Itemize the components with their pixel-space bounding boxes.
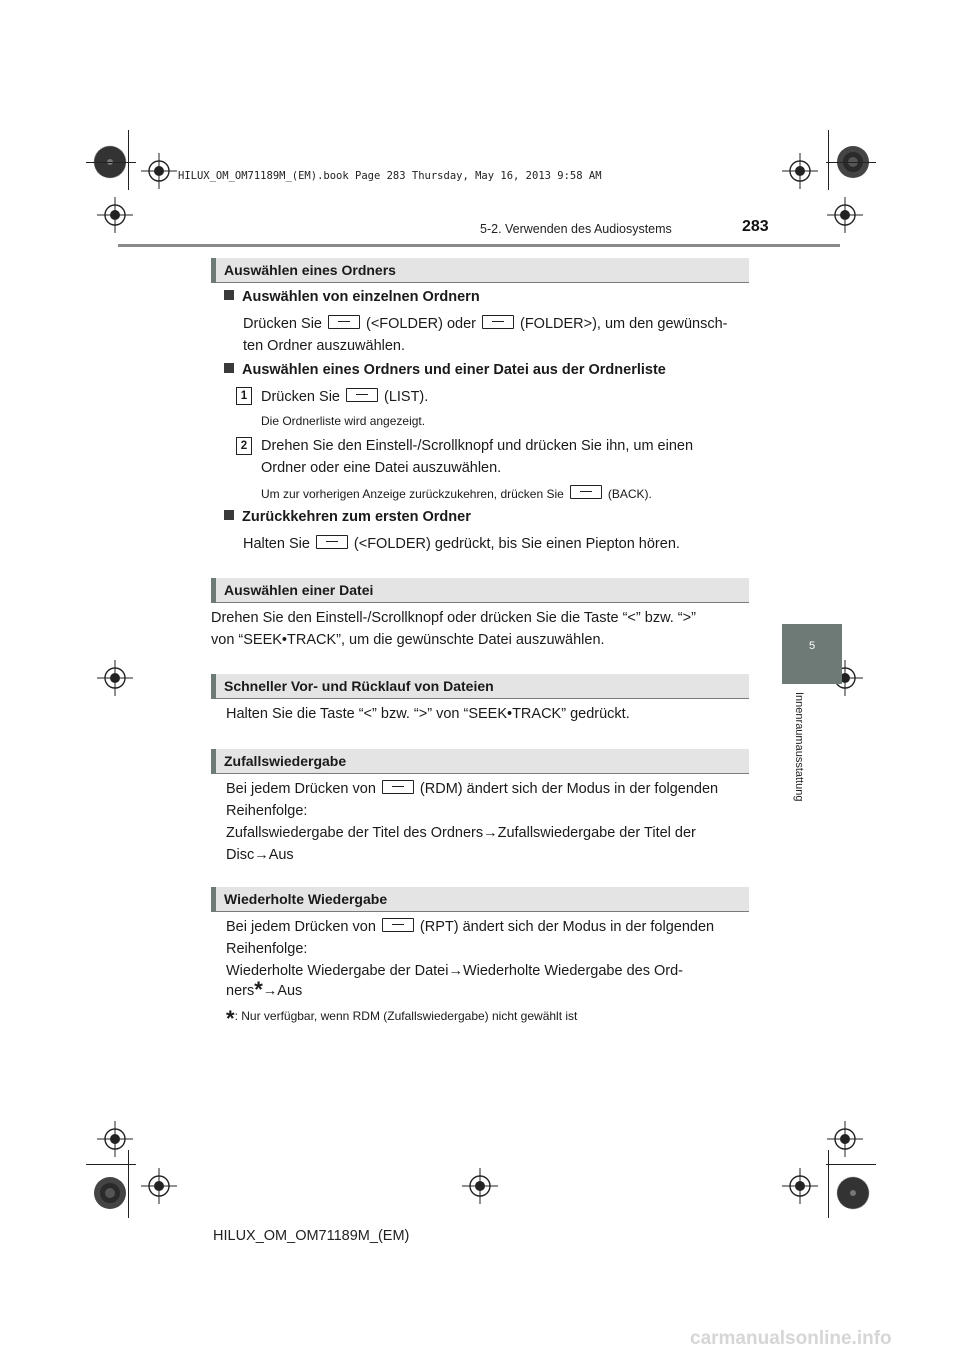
paragraph-line: Halten Sie die Taste “<” bzw. “>” von “SEEK•TRACK” gedrückt. xyxy=(226,706,630,722)
paragraph-line: Halten Sie (<FOLDER) gedrückt, bis Sie einen Piepton hören. xyxy=(243,536,680,552)
paragraph-line: Zufallswiedergabe der Titel des Ordners→Zufallswiedergabe der Titel der xyxy=(226,825,696,841)
color-rosette-icon xyxy=(836,1176,870,1210)
footnote: *: Nur verfügbar, wenn RDM (Zufallswiedergabe) nicht gewählt ist xyxy=(226,1006,578,1031)
chapter-tab-number: 5 xyxy=(808,640,816,652)
color-rosette-icon xyxy=(93,1176,127,1210)
trim-line xyxy=(86,162,136,163)
square-bullet-icon xyxy=(224,510,234,520)
registration-mark-icon xyxy=(827,197,863,233)
chapter-tab-label: Innenraumausstattung xyxy=(793,692,805,802)
registration-mark-icon xyxy=(782,1168,818,1204)
subheading-folder-list: Auswählen eines Ordners und einer Datei aus der Ordnerliste xyxy=(224,362,666,378)
page-number: 283 xyxy=(742,218,769,235)
section-title: Wiederholte Wiedergabe xyxy=(224,891,388,907)
trim-line xyxy=(826,162,876,163)
trim-line xyxy=(128,130,129,190)
trim-line xyxy=(128,1150,129,1218)
subheading-single-folder: Auswählen von einzelnen Ordnern xyxy=(224,289,480,305)
step-note: Die Ordnerliste wird angezeigt. xyxy=(261,414,426,428)
paragraph-line: ten Ordner auszuwählen. xyxy=(243,338,406,354)
section-heading-repeat xyxy=(211,887,749,912)
chapter-tab xyxy=(782,624,842,684)
step-note: Um zur vorherigen Anzeige zurückzukehren, drücken Sie (BACK). xyxy=(261,487,652,501)
section-title: Schneller Vor- und Rücklauf von Dateien xyxy=(224,678,494,694)
registration-mark-icon xyxy=(141,1168,177,1204)
square-bullet-icon xyxy=(224,290,234,300)
paragraph-line: ners*→Aus xyxy=(226,977,303,1002)
paragraph-line: Drehen Sie den Einstell-/Scrollknopf oder drücken Sie die Taste “<” bzw. “>” xyxy=(211,610,696,626)
button-symbol-icon xyxy=(346,388,378,402)
paragraph-line: Disc→Aus xyxy=(226,847,294,863)
section-title: Auswählen einer Datei xyxy=(224,582,374,598)
header-rule xyxy=(118,244,840,247)
site-watermark: carmanualsonline.info xyxy=(690,1328,892,1349)
step-text: Ordner oder eine Datei auszuwählen. xyxy=(261,460,502,476)
book-info-line: HILUX_OM_OM71189M_(EM).book Page 283 Thursday, May 16, 2013 9:58 AM xyxy=(178,170,602,182)
paragraph-line: Wiederholte Wiedergabe der Datei→Wiederholte Wiedergabe des Ord- xyxy=(226,963,683,979)
section-title: Auswählen eines Ordners xyxy=(224,262,396,278)
paragraph-line: Bei jedem Drücken von (RPT) ändert sich der Modus in der folgenden xyxy=(226,919,715,935)
registration-mark-icon xyxy=(827,1121,863,1157)
footer-document-code: HILUX_OM_OM71189M_(EM) xyxy=(213,1228,410,1244)
trim-line xyxy=(828,1150,829,1218)
button-symbol-icon xyxy=(328,315,360,329)
section-title: Zufallswiedergabe xyxy=(224,753,347,769)
button-symbol-icon xyxy=(482,315,514,329)
paragraph-line: Reihenfolge: xyxy=(226,803,308,819)
button-symbol-icon xyxy=(316,535,348,549)
step-number: 1 xyxy=(236,387,252,405)
square-bullet-icon xyxy=(224,363,234,373)
footnote-marker: * xyxy=(254,977,263,1002)
trim-line xyxy=(826,1164,876,1165)
section-heading-file xyxy=(211,578,749,603)
step-number: 2 xyxy=(236,437,252,455)
paragraph-line: Reihenfolge: xyxy=(226,941,308,957)
button-symbol-icon xyxy=(570,485,602,499)
registration-mark-icon xyxy=(462,1168,498,1204)
registration-mark-icon xyxy=(141,153,177,189)
button-symbol-icon xyxy=(382,918,414,932)
step-text: Drücken Sie (LIST). xyxy=(261,389,429,405)
paragraph-line: Drücken Sie (<FOLDER) oder (FOLDER>), um den gewünsch- xyxy=(243,316,728,332)
trim-line xyxy=(828,130,829,190)
registration-mark-icon xyxy=(97,197,133,233)
footnote-marker: * xyxy=(226,1006,235,1031)
section-heading-random xyxy=(211,749,749,774)
registration-mark-icon xyxy=(782,153,818,189)
button-symbol-icon xyxy=(382,780,414,794)
trim-line xyxy=(86,1164,136,1165)
registration-mark-icon xyxy=(97,660,133,696)
running-header-section: 5-2. Verwenden des Audiosystems xyxy=(480,222,672,236)
section-heading-fast-forward xyxy=(211,674,749,699)
step-text: Drehen Sie den Einstell-/Scrollknopf und drücken Sie ihn, um einen xyxy=(261,438,694,454)
subheading-first-folder: Zurückkehren zum ersten Ordner xyxy=(224,509,471,525)
section-heading-folder xyxy=(211,258,749,283)
paragraph-line: von “SEEK•TRACK”, um die gewünschte Datei auszuwählen. xyxy=(211,632,605,648)
paragraph-line: Bei jedem Drücken von (RDM) ändert sich der Modus in der folgenden xyxy=(226,781,719,797)
